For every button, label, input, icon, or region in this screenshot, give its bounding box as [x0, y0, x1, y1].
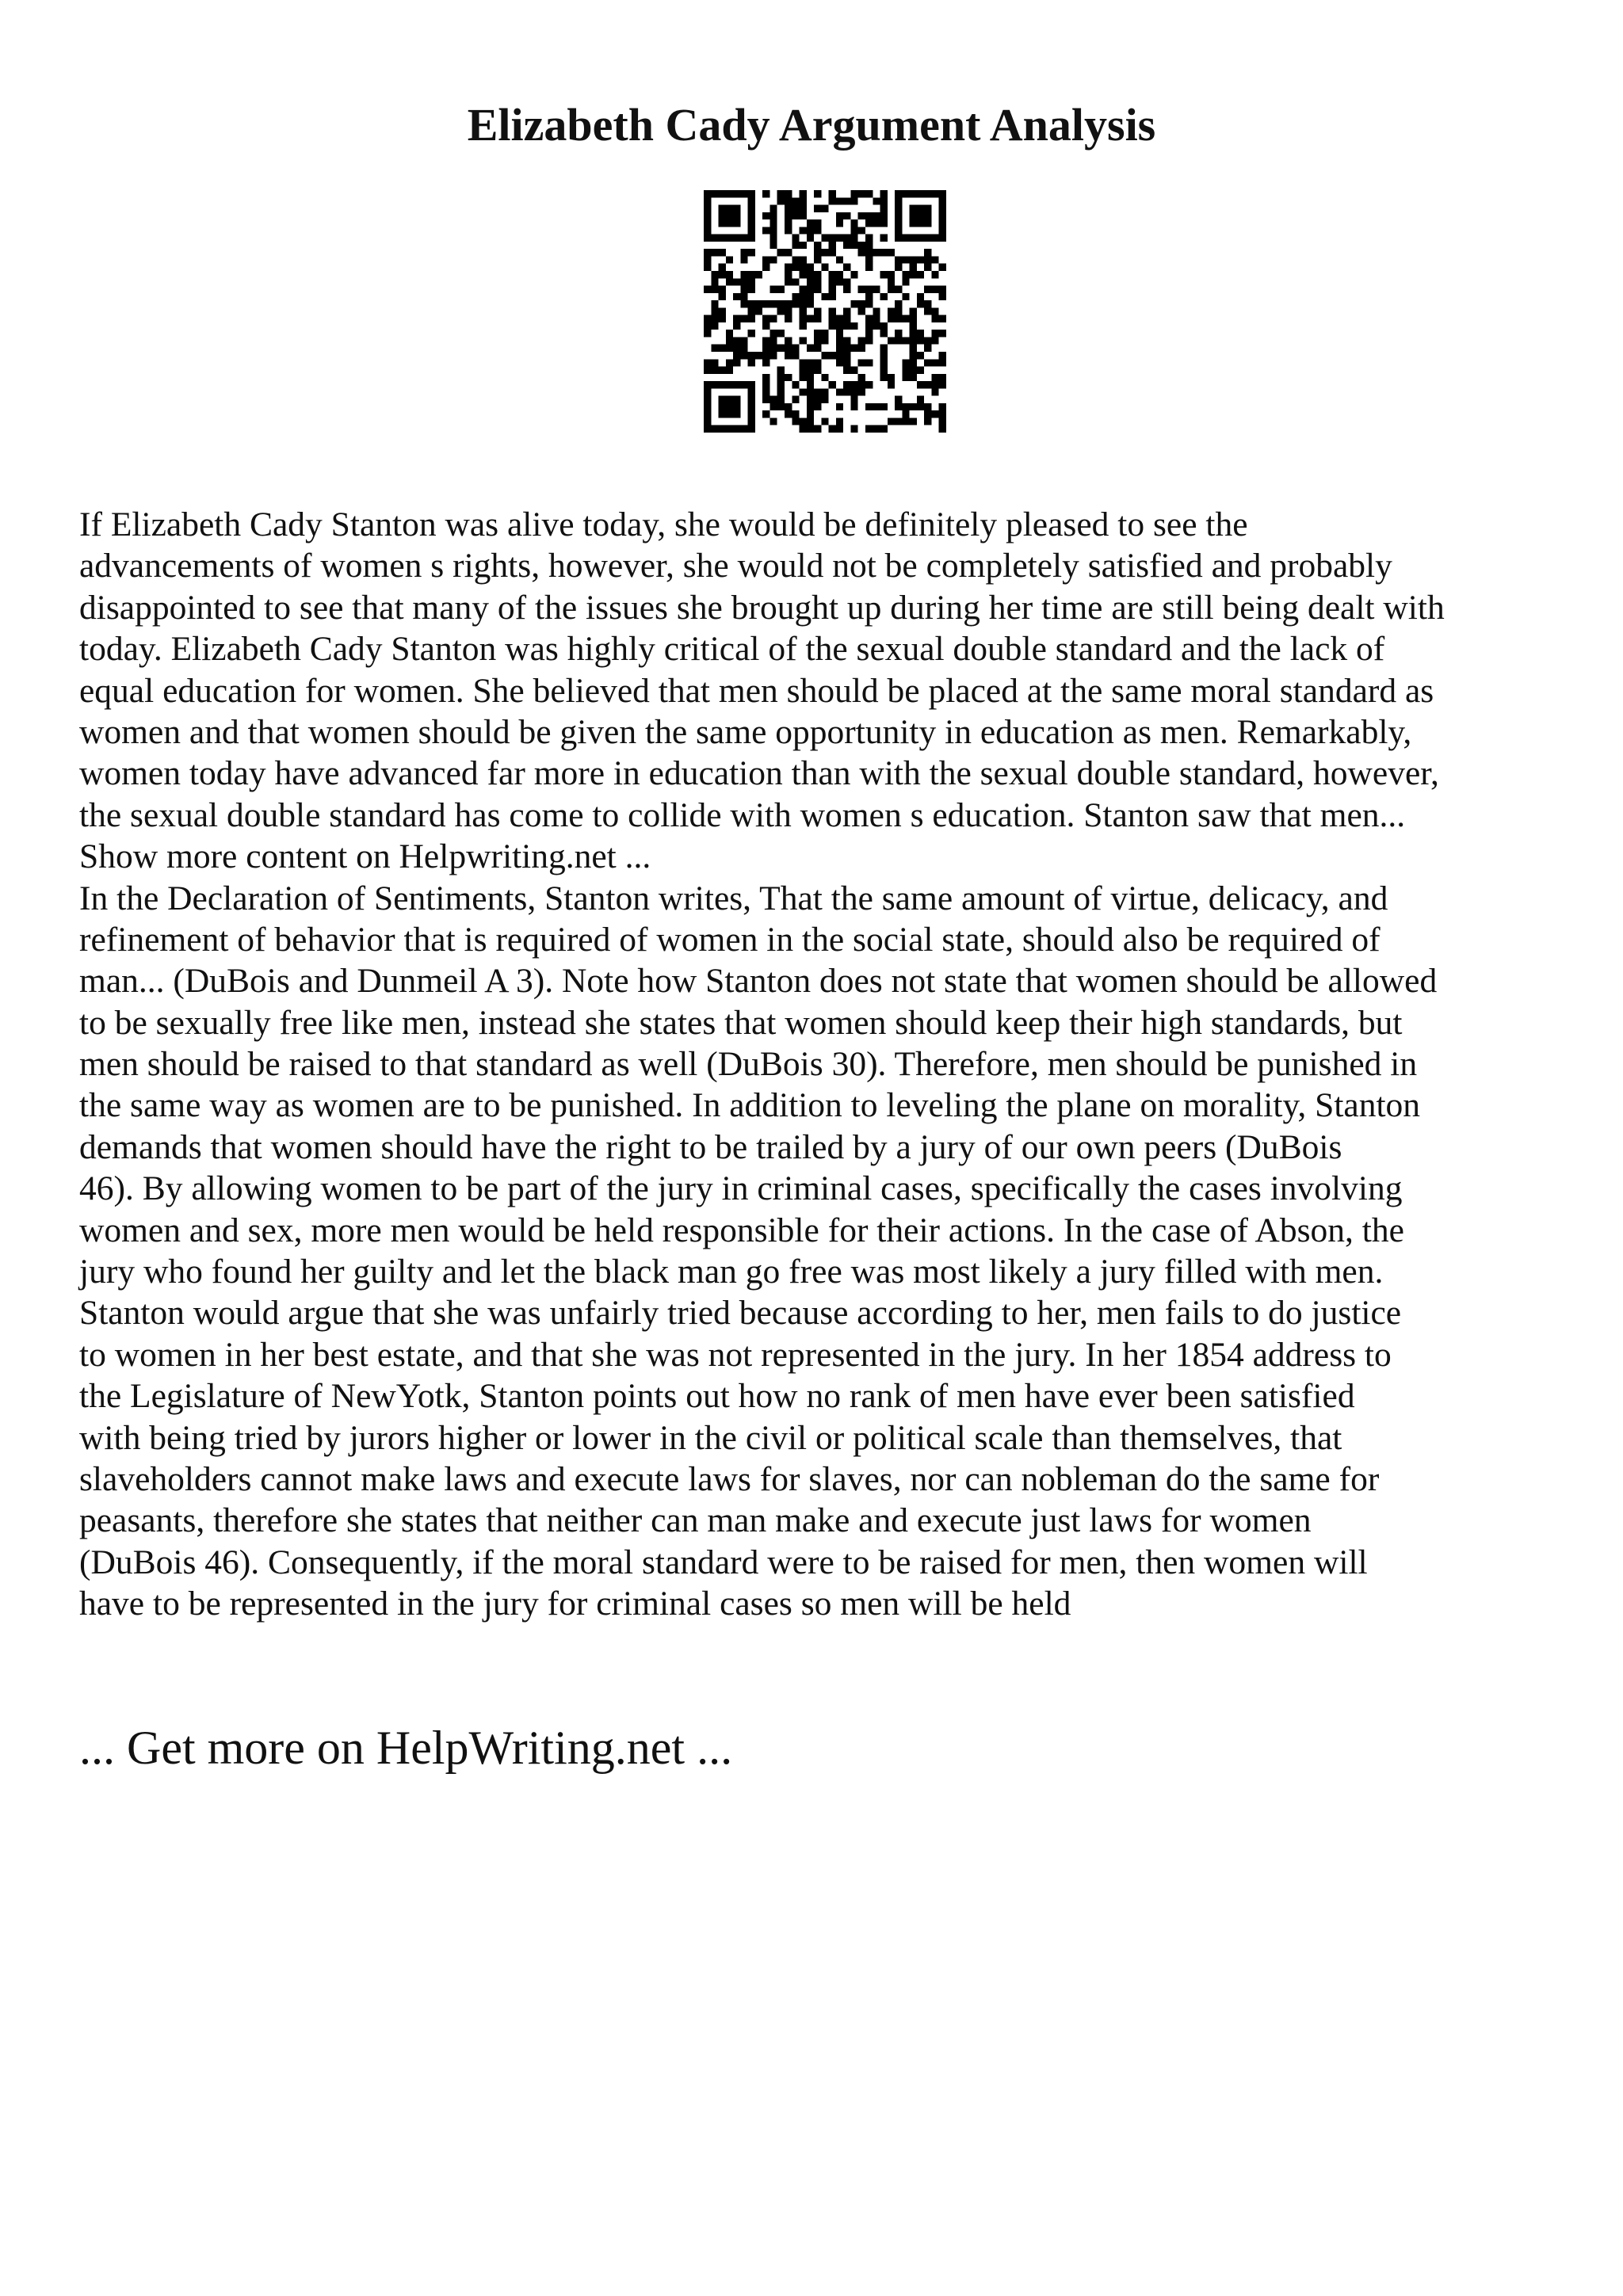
essay-line: demands that women should have the right to be trailed by a jury of our own peers (DuBois [79, 1127, 1342, 1166]
essay-line: In the Declaration of Sentiments, Stanton writes, That the same amount of virtue, delicacy, and [79, 879, 1388, 917]
essay-line: women and that women should be given the same opportunity in education as men. Remarkably, [79, 712, 1412, 751]
essay-line: have to be represented in the jury for criminal cases so men will be held [79, 1585, 1071, 1623]
essay-line: (DuBois 46). Consequently, if the moral standard were to be raised for men, then women will [79, 1543, 1368, 1581]
essay-line: the same way as women are to be punished. In addition to leveling the plane on morality, Stanton [79, 1086, 1421, 1125]
essay-line: the Legislature of NewYotk, Stanton points out how no rank of men have ever been satisfied [79, 1377, 1355, 1416]
essay-line: equal education for women. She believed that men should be placed at the same moral standard as [79, 671, 1434, 710]
essay-line: to be sexually free like men, instead she states that women should keep their high standards, but [79, 1003, 1403, 1042]
essay-line: the sexual double standard has come to collide with women s education. Stanton saw that men... [79, 795, 1406, 834]
essay-line: Stanton would argue that she was unfairly tried because according to her, men fails to do justice [79, 1294, 1402, 1333]
document-title: Elizabeth Cady Argument Analysis [467, 99, 1156, 151]
essay-line: men should be raised to that standard as well (DuBois 30). Therefore, men should be punished in [79, 1045, 1418, 1084]
essay-line: jury who found her guilty and let the black man go free was most likely a jury filled with men. [79, 1253, 1384, 1291]
essay-line: peasants, therefore she states that neither can man make and execute just laws for women [79, 1501, 1312, 1540]
essay-line: to women in her best estate, and that she was not represented in the jury. In her 1854 address to [79, 1335, 1392, 1374]
qr-code-icon [704, 190, 946, 433]
essay-body [79, 504, 1569, 1625]
essay-line: today. Elizabeth Cady Stanton was highly critical of the sexual double standard and the lack of [79, 630, 1385, 669]
essay-line: with being tried by jurors higher or lower in the civil or political scale than themselves, that [79, 1418, 1342, 1457]
essay-line: advancements of women s rights, however, she would not be completely satisfied and probably [79, 547, 1392, 585]
essay-line: 46). By allowing women to be part of the jury in criminal cases, specifically the cases involving [79, 1169, 1403, 1208]
essay-line: slaveholders cannot make laws and execute laws for slaves, nor can nobleman do the same for [79, 1459, 1380, 1498]
essay-line: disappointed to see that many of the issues she brought up during her time are still being dealt with [79, 588, 1445, 627]
essay-line: women today have advanced far more in education than with the sexual double standard, however, [79, 754, 1439, 793]
essay-line: refinement of behavior that is required of women in the social state, should also be required of [79, 920, 1381, 959]
get-more-link[interactable]: ... Get more on HelpWriting.net ... [79, 1722, 733, 1774]
essay-line: women and sex, more men would be held responsible for their actions. In the case of Abson, the [79, 1211, 1404, 1249]
essay-line: If Elizabeth Cady Stanton was alive today, she would be definitely pleased to see the [79, 505, 1248, 543]
essay-line: man... (DuBois and Dunmeil A 3). Note how Stanton does not state that women should be allowed [79, 962, 1438, 1001]
show-more-link[interactable]: Show more content on Helpwriting.net ... [79, 837, 651, 876]
